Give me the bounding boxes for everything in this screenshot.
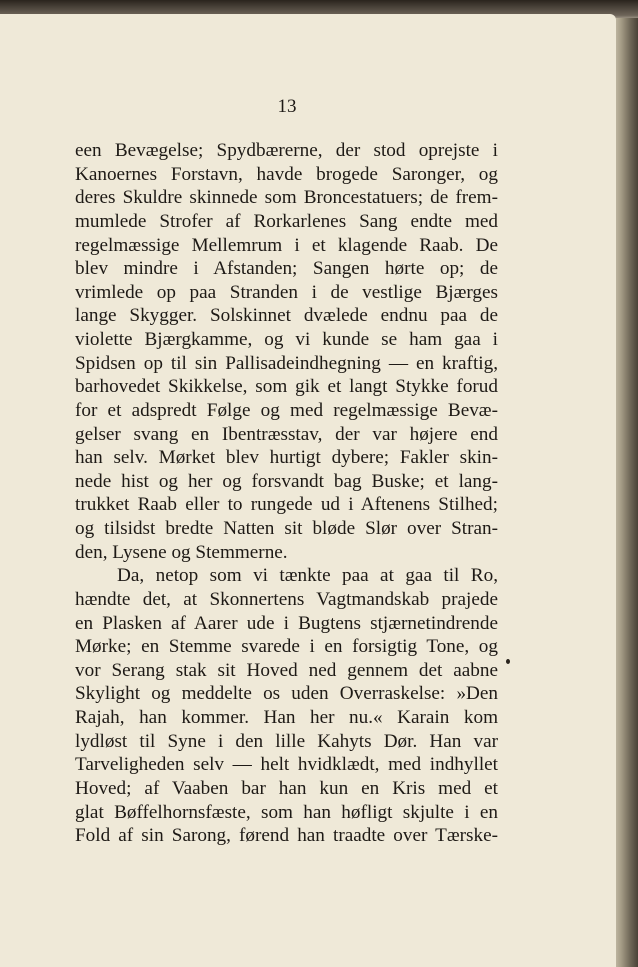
text-line: een Bevægelse; Spydbærerne, der stod oprejste i	[75, 140, 498, 161]
text-line: barhovedet Skikkelse, som gik et langt Stykke forud	[75, 376, 498, 398]
text-line: lange Skygger. Solskinnet dvælede endnu paa de	[75, 305, 498, 327]
text-line: mumlede Strofer af Rorkarlenes Sang endte med	[75, 210, 498, 232]
text-line: lydløst til Syne i den lille Kahyts Dør. Han var	[75, 730, 498, 752]
text-line: blev mindre i Afstanden; Sangen hørte op; de	[75, 258, 498, 280]
paragraph-start-line: Da, netop som vi tænkte paa at gaa til Ro,	[117, 565, 498, 587]
text-line: Tarveligheden selv — helt hvidklædt, med indhyllet	[75, 754, 498, 776]
text-line: hændte det, at Skonnertens Vagtmandskab prajede	[75, 588, 498, 610]
paragraph-end-line: den, Lysene og Stemmerne.	[75, 541, 288, 563]
text-line: deres Skuldre skinnede som Broncestatuers; de frem-	[75, 187, 498, 209]
text-line: glat Bøffelhornsfæste, som han høfligt skjulte i en	[75, 801, 498, 823]
text-line: gelser svang en Ibentræsstav, der var højere end	[75, 423, 498, 445]
text-line: trukket Raab eller to rungede ud i Aftenens Stilhed;	[75, 494, 498, 516]
text-line: Hoved; af Vaaben bar han kun en Kris med et	[75, 777, 498, 799]
body-text	[75, 139, 498, 848]
page-number: 13	[277, 96, 297, 117]
text-line: Fold af sin Sarong, førend han traadte over Tærske-	[75, 825, 498, 847]
text-line: nede hist og her og forsvandt bag Buske; et lang-	[75, 470, 498, 492]
text-line: violette Bjærgkamme, og vi kunde se ham gaa i	[75, 329, 498, 350]
text-line: Spidsen op til sin Pallisadeindhegning — en kraftig,	[75, 352, 498, 374]
text-line: han selv. Mørket blev hurtigt dybere; Fakler skin-	[75, 447, 498, 469]
text-line: Skylight og meddelte os uden Overraskelse: »Den	[75, 683, 498, 705]
text-line: vrimlede op paa Stranden i de vestlige Bjærges	[75, 281, 498, 303]
text-line: vor Serang stak sit Hoved ned gennem det aabne	[75, 659, 498, 681]
text-line: Mørke; en Stemme svarede i en forsigtig Tone, og	[75, 636, 498, 658]
ink-speck	[506, 659, 510, 664]
text-line: Kanoernes Forstavn, havde brogede Saronger, og	[75, 163, 498, 185]
text-line: Rajah, han kommer. Han her nu.« Karain kom	[75, 707, 498, 728]
text-line: for et adspredt Følge og med regelmæssige Bevæ-	[75, 399, 498, 421]
text-line: en Plasken af Aarer ude i Bugtens stjærnetindrende	[75, 612, 498, 634]
text-line: og tilsidst bredte Natten sit bløde Slør over Stran-	[75, 518, 498, 539]
text-line: regelmæssige Mellemrum i et klagende Raab. De	[75, 234, 498, 256]
